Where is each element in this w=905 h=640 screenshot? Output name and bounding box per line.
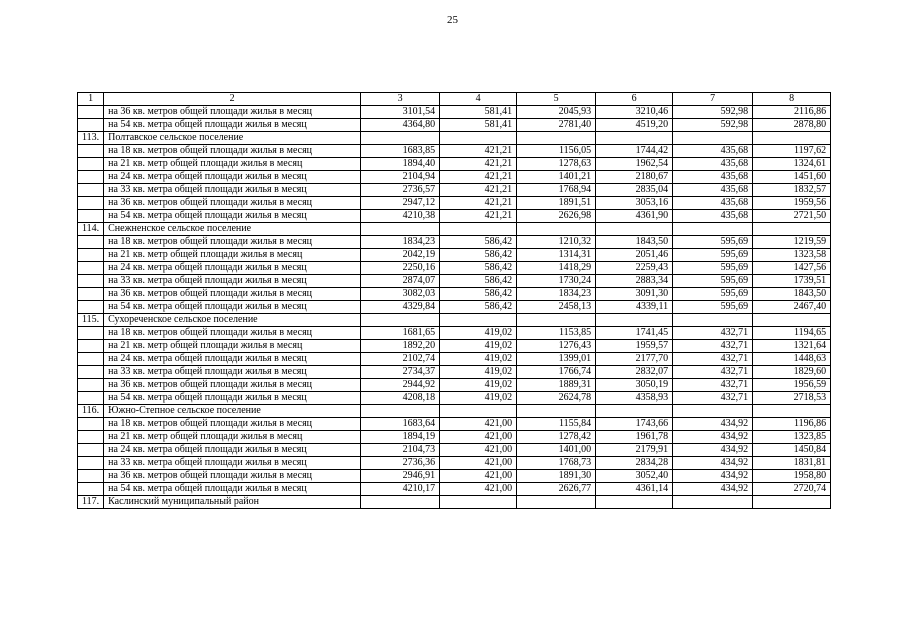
row-label: на 54 кв. метра общей площади жилья в месяц: [104, 483, 361, 496]
value-cell: 2946,91: [361, 470, 440, 483]
value-cell: 3091,30: [596, 288, 673, 301]
row-number-cell: [78, 444, 104, 457]
value-cell: 1891,30: [517, 470, 596, 483]
value-cell: 2259,43: [596, 262, 673, 275]
value-cell: 4361,14: [596, 483, 673, 496]
table-body: [78, 106, 831, 509]
value-cell: 2721,50: [753, 210, 831, 223]
value-cell: 2835,04: [596, 184, 673, 197]
value-cell: 1743,66: [596, 418, 673, 431]
row-number-cell: [78, 184, 104, 197]
table-row: [78, 379, 831, 392]
value-cell: 1959,56: [753, 197, 831, 210]
value-cell: 3082,03: [361, 288, 440, 301]
value-cell: 1832,57: [753, 184, 831, 197]
section-number: 114.: [78, 223, 104, 236]
value-cell: 421,21: [440, 184, 517, 197]
section-number: 116.: [78, 405, 104, 418]
value-cell: 581,41: [440, 119, 517, 132]
empty-cell: [596, 223, 673, 236]
row-number-cell: [78, 119, 104, 132]
value-cell: 592,98: [673, 106, 753, 119]
col-header: 3: [361, 93, 440, 106]
section-number: 117.: [78, 496, 104, 509]
value-cell: 2832,07: [596, 366, 673, 379]
value-cell: 1741,45: [596, 327, 673, 340]
value-cell: 434,92: [673, 457, 753, 470]
value-cell: 2104,73: [361, 444, 440, 457]
row-number-cell: [78, 301, 104, 314]
value-cell: 1683,85: [361, 145, 440, 158]
value-cell: 1958,80: [753, 470, 831, 483]
section-number: 115.: [78, 314, 104, 327]
value-cell: 595,69: [673, 236, 753, 249]
col-header: 8: [753, 93, 831, 106]
row-label: на 24 кв. метра общей площади жилья в месяц: [104, 171, 361, 184]
value-cell: 2250,16: [361, 262, 440, 275]
empty-cell: [596, 405, 673, 418]
row-label: на 33 кв. метра общей площади жилья в месяц: [104, 457, 361, 470]
table-row: [78, 288, 831, 301]
row-label: на 24 кв. метра общей площади жилья в месяц: [104, 353, 361, 366]
value-cell: 1278,42: [517, 431, 596, 444]
value-cell: 2736,36: [361, 457, 440, 470]
value-cell: 2718,53: [753, 392, 831, 405]
col-header: 2: [104, 93, 361, 106]
row-number-cell: [78, 236, 104, 249]
value-cell: 1829,60: [753, 366, 831, 379]
value-cell: 4339,11: [596, 301, 673, 314]
value-cell: 421,00: [440, 483, 517, 496]
row-label: на 18 кв. метров общей площади жилья в месяц: [104, 236, 361, 249]
row-label: на 24 кв. метра общей площади жилья в месяц: [104, 262, 361, 275]
value-cell: 421,00: [440, 444, 517, 457]
table-row: [78, 197, 831, 210]
value-cell: 1962,54: [596, 158, 673, 171]
value-cell: 434,92: [673, 483, 753, 496]
value-cell: 1681,65: [361, 327, 440, 340]
empty-cell: [361, 132, 440, 145]
table-row: [78, 158, 831, 171]
value-cell: 595,69: [673, 249, 753, 262]
row-label: на 18 кв. метров общей площади жилья в месяц: [104, 327, 361, 340]
value-cell: 1892,20: [361, 340, 440, 353]
table-row: [78, 444, 831, 457]
empty-cell: [753, 132, 831, 145]
value-cell: 4358,93: [596, 392, 673, 405]
row-label: на 54 кв. метра общей площади жилья в месяц: [104, 119, 361, 132]
row-number-cell: [78, 366, 104, 379]
row-number-cell: [78, 418, 104, 431]
row-label: на 33 кв. метра общей площади жилья в месяц: [104, 184, 361, 197]
value-cell: 1766,74: [517, 366, 596, 379]
value-cell: 595,69: [673, 288, 753, 301]
empty-cell: [673, 223, 753, 236]
value-cell: 435,68: [673, 197, 753, 210]
table-row: [78, 262, 831, 275]
value-cell: 435,68: [673, 158, 753, 171]
value-cell: 2102,74: [361, 353, 440, 366]
section-row: [78, 223, 831, 236]
value-cell: 432,71: [673, 353, 753, 366]
row-label: на 54 кв. метра общей площади жилья в месяц: [104, 392, 361, 405]
row-number-cell: [78, 457, 104, 470]
value-cell: 3210,46: [596, 106, 673, 119]
empty-cell: [361, 314, 440, 327]
section-title: Снежненское сельское поселение: [104, 223, 361, 236]
empty-cell: [596, 314, 673, 327]
empty-cell: [440, 496, 517, 509]
value-cell: 586,42: [440, 262, 517, 275]
value-cell: 2051,46: [596, 249, 673, 262]
value-cell: 421,21: [440, 210, 517, 223]
value-cell: 1768,94: [517, 184, 596, 197]
header-row: [78, 93, 831, 106]
value-cell: 421,00: [440, 431, 517, 444]
value-cell: 4210,17: [361, 483, 440, 496]
value-cell: 1956,59: [753, 379, 831, 392]
value-cell: 435,68: [673, 184, 753, 197]
value-cell: 434,92: [673, 444, 753, 457]
value-cell: 1321,64: [753, 340, 831, 353]
value-cell: 2116,86: [753, 106, 831, 119]
row-label: на 36 кв. метров общей площади жилья в месяц: [104, 470, 361, 483]
row-number-cell: [78, 327, 104, 340]
value-cell: 2736,57: [361, 184, 440, 197]
value-cell: 1210,32: [517, 236, 596, 249]
row-number-cell: [78, 145, 104, 158]
row-label: на 21 кв. метр общей площади жилья в месяц: [104, 431, 361, 444]
empty-cell: [361, 496, 440, 509]
table-row: [78, 366, 831, 379]
value-cell: 1323,85: [753, 431, 831, 444]
table-row: [78, 184, 831, 197]
empty-cell: [673, 405, 753, 418]
empty-cell: [517, 314, 596, 327]
value-cell: 1153,85: [517, 327, 596, 340]
value-cell: 1768,73: [517, 457, 596, 470]
value-cell: 2177,70: [596, 353, 673, 366]
row-label: на 54 кв. метра общей площади жилья в месяц: [104, 301, 361, 314]
section-row: [78, 405, 831, 418]
empty-cell: [440, 223, 517, 236]
empty-cell: [753, 223, 831, 236]
value-cell: 1324,61: [753, 158, 831, 171]
row-number-cell: [78, 106, 104, 119]
row-label: на 36 кв. метров общей площади жилья в месяц: [104, 288, 361, 301]
value-cell: 2720,74: [753, 483, 831, 496]
row-label: на 24 кв. метра общей площади жилья в месяц: [104, 444, 361, 457]
row-label: на 36 кв. метров общей площади жилья в месяц: [104, 106, 361, 119]
row-number-cell: [78, 483, 104, 496]
empty-cell: [596, 132, 673, 145]
value-cell: 2883,34: [596, 275, 673, 288]
value-cell: 434,92: [673, 431, 753, 444]
row-number-cell: [78, 249, 104, 262]
value-cell: 419,02: [440, 392, 517, 405]
table-row: [78, 210, 831, 223]
value-cell: 435,68: [673, 210, 753, 223]
section-title: Южно-Степное сельское поселение: [104, 405, 361, 418]
empty-cell: [361, 223, 440, 236]
value-cell: 1278,63: [517, 158, 596, 171]
row-number-cell: [78, 158, 104, 171]
value-cell: 586,42: [440, 275, 517, 288]
value-cell: 1891,51: [517, 197, 596, 210]
section-title: Каслинский муниципальный район: [104, 496, 361, 509]
table-row: [78, 418, 831, 431]
value-cell: 595,69: [673, 275, 753, 288]
value-cell: 1834,23: [517, 288, 596, 301]
value-cell: 1450,84: [753, 444, 831, 457]
row-number-cell: [78, 431, 104, 444]
section-title: Сухореченское сельское поселение: [104, 314, 361, 327]
value-cell: 4208,18: [361, 392, 440, 405]
value-cell: 421,00: [440, 418, 517, 431]
value-cell: 1959,57: [596, 340, 673, 353]
row-label: на 18 кв. метров общей площади жилья в месяц: [104, 418, 361, 431]
value-cell: 1961,78: [596, 431, 673, 444]
value-cell: 1401,21: [517, 171, 596, 184]
col-header: 4: [440, 93, 517, 106]
value-cell: 419,02: [440, 379, 517, 392]
value-cell: 2947,12: [361, 197, 440, 210]
value-cell: 4329,84: [361, 301, 440, 314]
empty-cell: [596, 496, 673, 509]
value-cell: 1843,50: [753, 288, 831, 301]
table-row: [78, 457, 831, 470]
value-cell: 2626,77: [517, 483, 596, 496]
value-cell: 419,02: [440, 366, 517, 379]
value-cell: 1451,60: [753, 171, 831, 184]
row-label: на 33 кв. метра общей площади жилья в месяц: [104, 275, 361, 288]
value-cell: 421,21: [440, 197, 517, 210]
col-header: 5: [517, 93, 596, 106]
value-cell: 4361,90: [596, 210, 673, 223]
row-label: на 18 кв. метров общей площади жилья в месяц: [104, 145, 361, 158]
value-cell: 4364,80: [361, 119, 440, 132]
value-cell: 1834,23: [361, 236, 440, 249]
value-cell: 419,02: [440, 327, 517, 340]
table-row: [78, 249, 831, 262]
value-cell: 1889,31: [517, 379, 596, 392]
empty-cell: [753, 314, 831, 327]
value-cell: 1448,63: [753, 353, 831, 366]
value-cell: 4210,38: [361, 210, 440, 223]
value-cell: 1744,42: [596, 145, 673, 158]
value-cell: 2878,80: [753, 119, 831, 132]
section-row: [78, 496, 831, 509]
value-cell: 1314,31: [517, 249, 596, 262]
row-label: на 21 кв. метр общей площади жилья в месяц: [104, 158, 361, 171]
value-cell: 3053,16: [596, 197, 673, 210]
value-cell: 595,69: [673, 262, 753, 275]
value-cell: 1323,58: [753, 249, 831, 262]
row-number-cell: [78, 470, 104, 483]
value-cell: 2781,40: [517, 119, 596, 132]
value-cell: 1401,00: [517, 444, 596, 457]
value-cell: 2458,13: [517, 301, 596, 314]
value-cell: 4519,20: [596, 119, 673, 132]
value-cell: 434,92: [673, 470, 753, 483]
row-number-cell: [78, 379, 104, 392]
row-number-cell: [78, 262, 104, 275]
row-number-cell: [78, 197, 104, 210]
value-cell: 1197,62: [753, 145, 831, 158]
empty-cell: [753, 405, 831, 418]
value-cell: 419,02: [440, 353, 517, 366]
value-cell: 1276,43: [517, 340, 596, 353]
empty-cell: [440, 314, 517, 327]
row-number-cell: [78, 210, 104, 223]
table-row: [78, 236, 831, 249]
value-cell: 435,68: [673, 145, 753, 158]
value-cell: 2104,94: [361, 171, 440, 184]
row-number-cell: [78, 340, 104, 353]
value-cell: 421,00: [440, 470, 517, 483]
col-header: 6: [596, 93, 673, 106]
value-cell: 432,71: [673, 392, 753, 405]
table-row: [78, 353, 831, 366]
empty-cell: [753, 496, 831, 509]
value-cell: 2624,78: [517, 392, 596, 405]
row-number-cell: [78, 171, 104, 184]
value-cell: 3101,54: [361, 106, 440, 119]
value-cell: 421,21: [440, 158, 517, 171]
value-cell: 1831,81: [753, 457, 831, 470]
value-cell: 3052,40: [596, 470, 673, 483]
value-cell: 432,71: [673, 340, 753, 353]
value-cell: 1399,01: [517, 353, 596, 366]
value-cell: 435,68: [673, 171, 753, 184]
table-row: [78, 340, 831, 353]
tariff-table: [77, 92, 831, 509]
table-row: [78, 119, 831, 132]
empty-cell: [440, 132, 517, 145]
table-row: [78, 275, 831, 288]
value-cell: 586,42: [440, 249, 517, 262]
section-number: 113.: [78, 132, 104, 145]
value-cell: 421,21: [440, 171, 517, 184]
col-header: 7: [673, 93, 753, 106]
value-cell: 1418,29: [517, 262, 596, 275]
section-row: [78, 314, 831, 327]
value-cell: 432,71: [673, 379, 753, 392]
row-label: на 33 кв. метра общей площади жилья в месяц: [104, 366, 361, 379]
empty-cell: [517, 132, 596, 145]
value-cell: 2944,92: [361, 379, 440, 392]
empty-cell: [517, 496, 596, 509]
value-cell: 1155,84: [517, 418, 596, 431]
table-row: [78, 483, 831, 496]
empty-cell: [517, 405, 596, 418]
value-cell: 432,71: [673, 366, 753, 379]
table-row: [78, 392, 831, 405]
value-cell: 1219,59: [753, 236, 831, 249]
empty-cell: [673, 314, 753, 327]
row-number-cell: [78, 288, 104, 301]
value-cell: 2467,40: [753, 301, 831, 314]
value-cell: 1683,64: [361, 418, 440, 431]
value-cell: 1894,40: [361, 158, 440, 171]
value-cell: 592,98: [673, 119, 753, 132]
value-cell: 2626,98: [517, 210, 596, 223]
value-cell: 1843,50: [596, 236, 673, 249]
empty-cell: [440, 405, 517, 418]
col-header: 1: [78, 93, 104, 106]
value-cell: 1156,05: [517, 145, 596, 158]
table-row: [78, 106, 831, 119]
value-cell: 1196,86: [753, 418, 831, 431]
section-row: [78, 132, 831, 145]
row-number-cell: [78, 353, 104, 366]
value-cell: 2045,93: [517, 106, 596, 119]
value-cell: 1739,51: [753, 275, 831, 288]
value-cell: 581,41: [440, 106, 517, 119]
empty-cell: [361, 405, 440, 418]
page-number: 25: [447, 14, 458, 26]
row-number-cell: [78, 392, 104, 405]
value-cell: 586,42: [440, 301, 517, 314]
value-cell: 2734,37: [361, 366, 440, 379]
table-row: [78, 145, 831, 158]
section-title: Полтавское сельское поселение: [104, 132, 361, 145]
table-row: [78, 431, 831, 444]
row-label: на 21 кв. метр общей площади жилья в месяц: [104, 340, 361, 353]
value-cell: 434,92: [673, 418, 753, 431]
empty-cell: [673, 132, 753, 145]
value-cell: 1194,65: [753, 327, 831, 340]
row-number-cell: [78, 275, 104, 288]
value-cell: 2834,28: [596, 457, 673, 470]
empty-cell: [673, 496, 753, 509]
value-cell: 2180,67: [596, 171, 673, 184]
table-row: [78, 171, 831, 184]
table-row: [78, 301, 831, 314]
value-cell: 421,00: [440, 457, 517, 470]
empty-cell: [517, 223, 596, 236]
value-cell: 1427,56: [753, 262, 831, 275]
value-cell: 2874,07: [361, 275, 440, 288]
value-cell: 3050,19: [596, 379, 673, 392]
value-cell: 586,42: [440, 236, 517, 249]
value-cell: 1894,19: [361, 431, 440, 444]
table-row: [78, 327, 831, 340]
row-label: на 36 кв. метров общей площади жилья в месяц: [104, 197, 361, 210]
value-cell: 432,71: [673, 327, 753, 340]
table-row: [78, 470, 831, 483]
value-cell: 595,69: [673, 301, 753, 314]
value-cell: 1730,24: [517, 275, 596, 288]
value-cell: 419,02: [440, 340, 517, 353]
value-cell: 586,42: [440, 288, 517, 301]
value-cell: 421,21: [440, 145, 517, 158]
value-cell: 2042,19: [361, 249, 440, 262]
row-label: на 36 кв. метров общей площади жилья в месяц: [104, 379, 361, 392]
row-label: на 21 кв. метр общей площади жилья в месяц: [104, 249, 361, 262]
value-cell: 2179,91: [596, 444, 673, 457]
row-label: на 54 кв. метра общей площади жилья в месяц: [104, 210, 361, 223]
